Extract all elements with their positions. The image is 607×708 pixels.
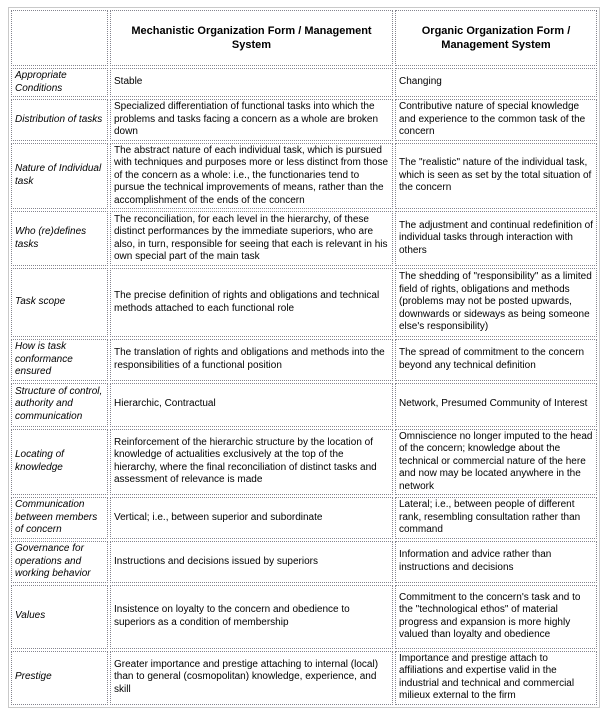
mechanistic-cell: Stable	[110, 68, 393, 97]
row-label-cell: Governance for operations and working behavior	[11, 541, 108, 583]
organic-cell: Contributive nature of special knowledge and experience to the common task of the concern	[395, 99, 597, 141]
row-label-cell: Values	[11, 585, 108, 649]
row-label-cell: Prestige	[11, 651, 108, 705]
mechanistic-cell: Specialized differentiation of functional tasks into which the problems and tasks facing a concern as a whole are broken down	[110, 99, 393, 141]
row-label-cell: Nature of Individual task	[11, 143, 108, 210]
organic-cell: Network, Presumed Community of Interest	[395, 383, 597, 427]
mechanistic-cell: The translation of rights and obligations and methods into the responsibilities of a functional position	[110, 339, 393, 381]
table-row	[11, 541, 597, 583]
organic-cell: The shedding of "responsibility" as a limited field of rights, obligations and methods (problems may not be posted upwards, downwards or sideways as being someone else's responsibility)	[395, 268, 597, 337]
table-row	[11, 68, 597, 97]
organic-cell: The adjustment and continual redefinition of individual tasks through interaction with others	[395, 211, 597, 266]
table-row	[11, 268, 597, 337]
table-row	[11, 211, 597, 266]
mechanistic-cell: The reconciliation, for each level in the hierarchy, of these distinct performances by the immediate superiors, who are also, in turn, responsible for seeing that each is relevant in his own special part of the main task	[110, 211, 393, 266]
organic-cell: Information and advice rather than instructions and decisions	[395, 541, 597, 583]
organic-cell: Changing	[395, 68, 597, 97]
table-row	[11, 339, 597, 381]
row-label-cell: Who (re)defines tasks	[11, 211, 108, 266]
organic-header-cell: Organic Organization Form / Management System	[395, 10, 597, 66]
mechanistic-cell: The precise definition of rights and obligations and technical methods attached to each functional role	[110, 268, 393, 337]
organic-cell: The "realistic" nature of the individual task, which is seen as set by the total situation of the concern	[395, 143, 597, 210]
mechanistic-cell: Reinforcement of the hierarchic structure by the location of knowledge of actualities exclusively at the top of the hierarchy, where the final reconciliation of distinct tasks and assessment of relevance is made	[110, 429, 393, 496]
row-label-cell: Locating of knowledge	[11, 429, 108, 496]
header-row	[11, 10, 597, 66]
table-row	[11, 99, 597, 141]
organic-cell: Omniscience no longer imputed to the head of the concern; knowledge about the technical or commercial nature of the here and now may be located anywhere in the network	[395, 429, 597, 496]
corner-cell	[11, 10, 108, 66]
mechanistic-cell: Vertical; i.e., between superior and subordinate	[110, 497, 393, 539]
mechanistic-cell: Greater importance and prestige attaching to internal (local) than to general (cosmopolitan) knowledge, experience, and skill	[110, 651, 393, 705]
row-label-cell: Structure of control, authority and communication	[11, 383, 108, 427]
organic-cell: Lateral; i.e., between people of different rank, resembling consultation rather than command	[395, 497, 597, 539]
organic-cell: Commitment to the concern's task and to the "technological ethos" of material progress and expansion is more highly valued than loyalty and obedience	[395, 585, 597, 649]
table-row	[11, 651, 597, 705]
mechanistic-cell: The abstract nature of each individual task, which is pursued with techniques and purposes more or less distinct from those of the concern as a whole: i.e., the functionaries tend to pursue the technical improvements of means, rather than the accomplishment of the ends of the concern	[110, 143, 393, 210]
row-label-cell: How is task conformance ensured	[11, 339, 108, 381]
mechanistic-header-cell: Mechanistic Organization Form / Management System	[110, 10, 393, 66]
organic-cell: Importance and prestige attach to affiliations and expertise valid in the industrial and technical and commercial milieux external to the firm	[395, 651, 597, 705]
table-row	[11, 143, 597, 210]
comparison-table	[8, 7, 600, 708]
table-row	[11, 383, 597, 427]
row-label-cell: Appropriate Conditions	[11, 68, 108, 97]
row-label-cell: Task scope	[11, 268, 108, 337]
table-row	[11, 585, 597, 649]
mechanistic-cell: Insistence on loyalty to the concern and obedience to superiors as a condition of membership	[110, 585, 393, 649]
row-label-cell: Distribution of tasks	[11, 99, 108, 141]
table-row	[11, 497, 597, 539]
mechanistic-cell: Hierarchic, Contractual	[110, 383, 393, 427]
row-label-cell: Communication between members of concern	[11, 497, 108, 539]
table-row	[11, 429, 597, 496]
mechanistic-cell: Instructions and decisions issued by superiors	[110, 541, 393, 583]
organic-cell: The spread of commitment to the concern beyond any technical definition	[395, 339, 597, 381]
